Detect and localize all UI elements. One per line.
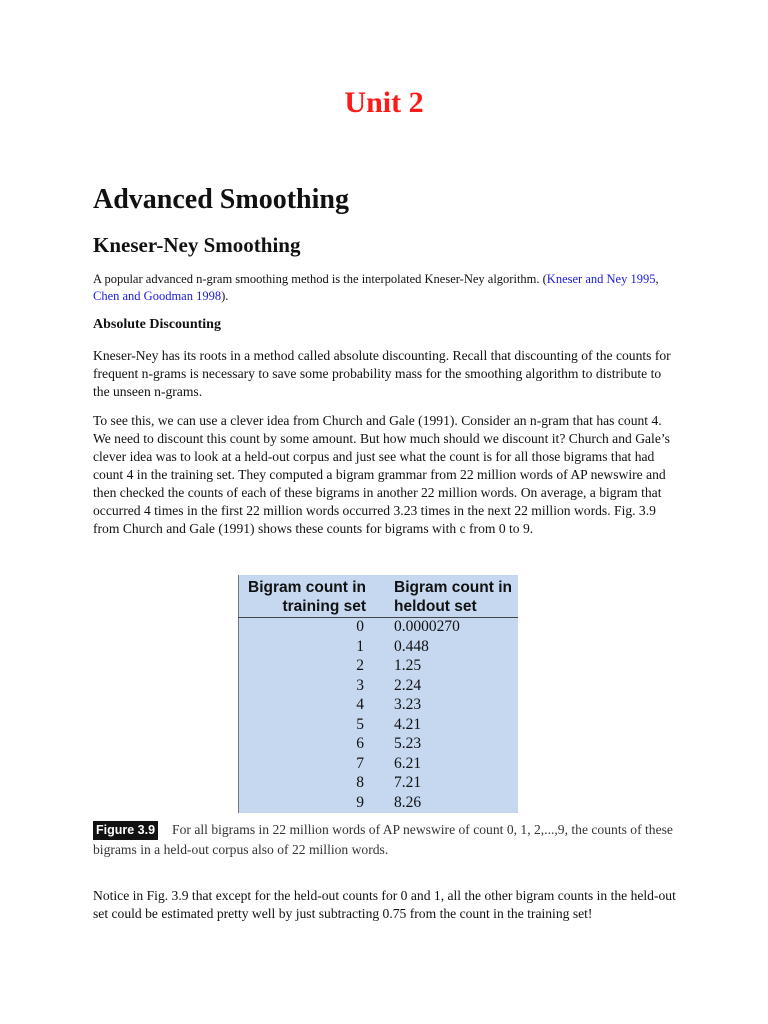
training-count: 0 bbox=[356, 618, 364, 635]
figure-table bbox=[238, 575, 518, 813]
heldout-count: 4.21 bbox=[394, 715, 422, 733]
figure-label: Figure 3.9 bbox=[93, 821, 158, 840]
training-count: 8 bbox=[356, 774, 364, 791]
section-title: Advanced Smoothing bbox=[93, 184, 349, 215]
table-row bbox=[238, 617, 518, 637]
training-count: 4 bbox=[356, 696, 364, 713]
heldout-count: 6.21 bbox=[394, 754, 422, 772]
header-training bbox=[244, 578, 366, 616]
heldout-count: 5.23 bbox=[394, 735, 422, 752]
caption-text: For all bigrams in 22 million words of AP newswire of count 0, 1, 2,...,9, the counts of these bigrams in a held-out corpus also of 22 million words. bbox=[93, 822, 673, 857]
table-row bbox=[238, 637, 518, 657]
intro-paragraph bbox=[93, 271, 678, 305]
training-count: 2 bbox=[356, 657, 364, 674]
intro-end: ). bbox=[221, 289, 229, 303]
training-count: 3 bbox=[356, 676, 364, 694]
heldout-count: 0.0000270 bbox=[394, 618, 460, 635]
heldout-count: 7.21 bbox=[394, 774, 422, 791]
figure-caption bbox=[93, 820, 683, 859]
heldout-count: 1.25 bbox=[394, 657, 422, 674]
table-row bbox=[238, 754, 518, 774]
training-count: 6 bbox=[356, 735, 364, 752]
heldout-count: 3.23 bbox=[394, 696, 422, 713]
table-row bbox=[238, 773, 518, 793]
intro-text: A popular advanced n-gram smoothing method is the interpolated Kneser-Ney algorithm. ( bbox=[93, 272, 547, 286]
table-body bbox=[238, 617, 518, 812]
unit-title: Unit 2 bbox=[344, 86, 424, 119]
training-count: 1 bbox=[356, 637, 364, 655]
table-row bbox=[238, 715, 518, 735]
heldout-count: 0.448 bbox=[394, 637, 429, 655]
citation-link-kneser-ney[interactable]: Kneser and Ney 1995 bbox=[546, 272, 656, 286]
header-heldout-line2: heldout set bbox=[394, 598, 477, 615]
header-heldout-line1: Bigram count in bbox=[394, 579, 512, 596]
paragraph-notice: Notice in Fig. 3.9 that except for the held-out counts for 0 and 1, all the other bigram counts in the held-out set could be estimated pretty well by just subtracting 0.75 from the count in the training set! bbox=[93, 888, 676, 921]
table-row bbox=[238, 656, 518, 676]
table-row bbox=[238, 676, 518, 696]
training-count: 5 bbox=[356, 715, 364, 733]
header-training-line1: Bigram count in bbox=[248, 579, 366, 596]
paragraph-church-gale: To see this, we can use a clever idea from Church and Gale (1991). Consider an n-gram that has count 4. We need to discount this count by some amount. But how much should we discount it? Church and Gale’s clever idea was to look at a held-out corpus and just see what the count is for all those bigrams that had count 4 in the training set. They computed a bigram grammar from 22 million words of AP newswire and then checked the counts of each of these bigrams in another 22 million words. On average, a bigram that occurred 4 times in the first 22 million words occurred 3.23 times in the next 22 million words. Fig. 3.9 from Church and Gale (1991) shows these counts for bigrams with c from 0 to 9. bbox=[93, 413, 670, 536]
header-training-line2: training set bbox=[282, 598, 366, 615]
subsection-title: Kneser-Ney Smoothing bbox=[93, 233, 301, 257]
training-count: 9 bbox=[356, 793, 364, 811]
heldout-count: 2.24 bbox=[394, 676, 422, 694]
training-count: 7 bbox=[356, 754, 364, 772]
intro-separator: , bbox=[655, 272, 659, 286]
header-heldout bbox=[394, 578, 514, 616]
table-row bbox=[238, 734, 518, 754]
table-row bbox=[238, 695, 518, 715]
table-row bbox=[238, 793, 518, 813]
absolute-discounting-heading: Absolute Discounting bbox=[93, 317, 221, 332]
heldout-count: 8.26 bbox=[394, 793, 422, 811]
citation-link-chen-goodman[interactable]: Chen and Goodman 1998 bbox=[93, 289, 222, 303]
paragraph-roots: Kneser-Ney has its roots in a method called absolute discounting. Recall that discounting of the counts for frequent n-grams is necessary to save some probability mass for the smoothing algorithm to distribute to the unseen n-grams. bbox=[93, 348, 671, 399]
